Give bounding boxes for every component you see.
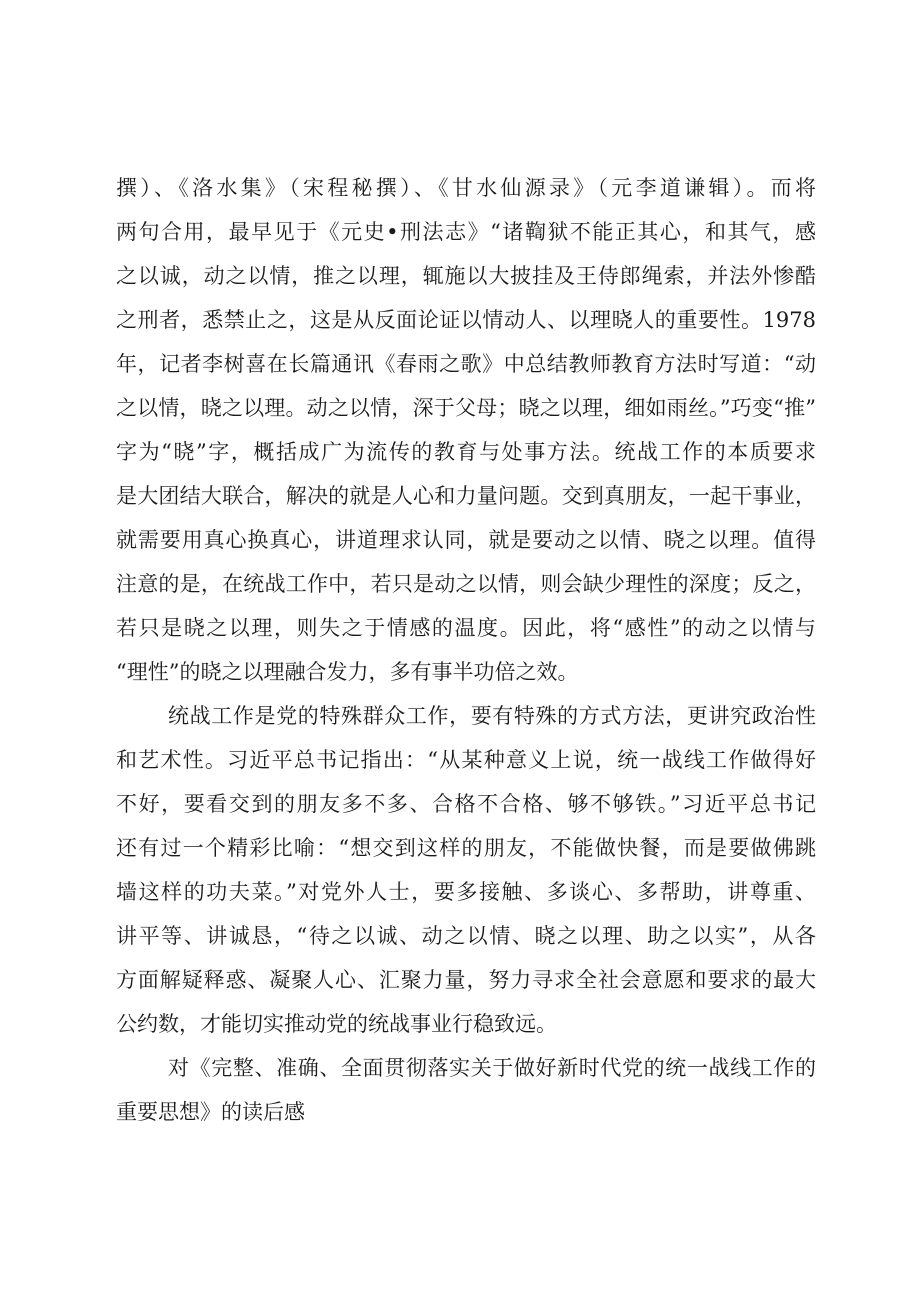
text-line: 不好，要看交到的朋友多不多、合格不合格、够不够铁。”习近平总书记	[116, 792, 816, 816]
text-line: “理性”的晓之以理融合发力，多有事半功倍之效。	[116, 660, 579, 684]
text-line: 讲平等、讲诚恳，“待之以诚、动之以情、晓之以理、助之以实”，从各	[116, 924, 816, 948]
text-line: 统战工作是党的特殊群众工作，要有特殊的方式方法，更讲究政治性	[168, 704, 816, 728]
text-line: 公约数，才能切实推动党的统战事业行稳致远。	[116, 1012, 557, 1036]
text-line: 之以情，晓之以理。动之以情，深于父母；晓之以理，细如雨丝。”巧变“推”	[116, 396, 816, 420]
text-line: 年，记者李树喜在长篇通讯《春雨之歌》中总结教师教育方法时写道：“动	[116, 352, 816, 376]
text-line: 对《完整、准确、全面贯彻落实关于做好新时代党的统一战线工作的	[168, 1056, 816, 1080]
text-line: 和艺术性。习近平总书记指出：“从某种意义上说，统一战线工作做得好	[116, 748, 816, 772]
text-line: 方面解疑释惑、凝聚人心、汇聚力量，努力寻求全社会意愿和要求的最大	[116, 968, 816, 992]
text-line: 撰）、《洛水集》（宋程秘撰）、《甘水仙源录》（元李道谦辑）。而将	[116, 176, 816, 200]
text-line: 两句合用，最早见于《元史•刑法志》“诸鞫狱不能正其心，和其气，感	[116, 220, 816, 244]
text-line: 字为“晓”字，概括成广为流传的教育与处事方法。统战工作的本质要求	[116, 440, 816, 464]
text-line: 就需要用真心换真心，讲道理求认同，就是要动之以情、晓之以理。值得	[116, 528, 816, 552]
text-line: 之刑者，悉禁止之，这是从反面论证以情动人、以理晓人的重要性。1978	[116, 308, 816, 332]
text-line: 之以诚，动之以情，推之以理，辄施以大披挂及王侍郎绳索，并法外惨酷	[116, 264, 816, 288]
text-line: 若只是晓之以理，则失之于情感的温度。因此，将“感性”的动之以情与	[116, 616, 816, 640]
text-line: 是大团结大联合，解决的就是人心和力量问题。交到真朋友，一起干事业，	[116, 484, 816, 508]
text-line: 还有过一个精彩比喻：“想交到这样的朋友，不能做快餐，而是要做佛跳	[116, 836, 816, 860]
text-line: 注意的是，在统战工作中，若只是动之以情，则会缺少理性的深度；反之，	[116, 572, 816, 596]
text-line: 重要思想》的读后感	[116, 1100, 305, 1124]
text-line: 墙这样的功夫菜。”对党外人士，要多接触、多谈心、多帮助，讲尊重、	[116, 880, 816, 904]
